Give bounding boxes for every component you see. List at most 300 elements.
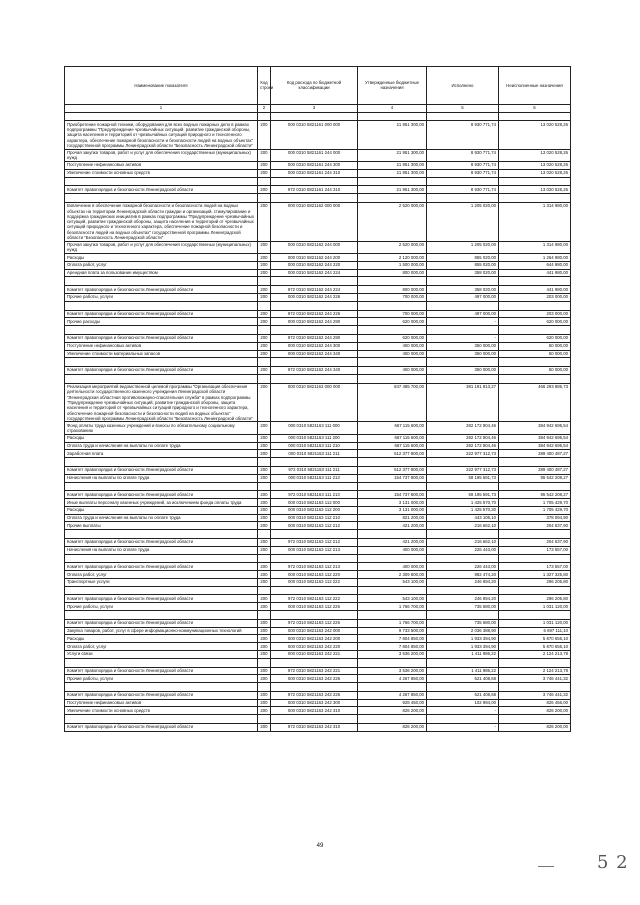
cell-bk: 000 0310 5821162 244 200 (271, 254, 358, 262)
spacer-cell (271, 177, 358, 186)
spacer-cell (499, 194, 571, 203)
spacer-cell (358, 112, 427, 121)
cell-executed: 226 443,00 (427, 563, 499, 571)
cell-approved: 400 000,00 (358, 342, 427, 350)
spacer-cell (427, 277, 499, 286)
cell-unexecuted: 50 000,00 (499, 350, 571, 358)
spacer-cell (258, 277, 271, 286)
spacer-cell (427, 458, 499, 467)
cell-approved: 400 000,00 (358, 546, 427, 554)
cell-unexecuted: 296 205,80 (499, 578, 571, 586)
cell-bk: 000 0310 5821163 242 220 (271, 643, 358, 651)
cell-approved: 620 000,00 (358, 334, 427, 342)
table-row (65, 383, 571, 422)
cell-name: Закупка товаров, работ, услуг в сфере информационно-коммуникационных технологий (65, 627, 258, 635)
cell-unexecuted: 3 746 441,32 (499, 675, 571, 683)
header-cell: Код строки (258, 67, 271, 105)
cell-bk: 972 0310 5821162 244 290 (271, 334, 358, 342)
cell-approved: 847 485 700,00 (358, 383, 427, 422)
cell-approved: 667 115 600,00 (358, 422, 427, 434)
spacer-cell (258, 301, 271, 310)
cell-name: Прочая закупка товаров, работ и услуг для обеспечения государственных (муниципальных) нужд (65, 241, 258, 253)
cell-unexecuted: 1 264 980,00 (499, 254, 571, 262)
cell-name: Комитет правопорядка и безопасности Ленинградской области (65, 723, 258, 731)
cell-unexecuted: 173 557,00 (499, 546, 571, 554)
cell-approved: 7 804 850,00 (358, 635, 427, 643)
cell-bk: 000 0310 5821163 112 212 (271, 522, 358, 530)
cell-code: 200 (258, 563, 271, 571)
cell-name: Иные выплаты персоналу казенных учреждений, за исключением фонда оплаты труда (65, 499, 258, 507)
table-row (65, 571, 571, 579)
table-row (65, 546, 571, 554)
cell-name: Оплата работ, услуг (65, 643, 258, 651)
table-body (65, 112, 571, 731)
table-row (65, 707, 571, 715)
cell-executed: 855 020,00 (427, 254, 499, 262)
spacer-cell (65, 611, 258, 620)
spacer-cell (358, 326, 427, 335)
cell-executed: 358 020,00 (427, 286, 499, 294)
cell-executed: 350 000,00 (427, 350, 499, 358)
spacer-cell (271, 530, 358, 539)
cell-bk: 000 0310 5821163 112 000 (271, 499, 358, 507)
cell-bk: 972 0310 5821163 242 221 (271, 667, 358, 675)
spacer-cell (499, 530, 571, 539)
table-row (65, 578, 571, 586)
cell-name: Начисления на выплаты по оплате труда (65, 546, 258, 554)
cell-unexecuted: 50 000,00 (499, 367, 571, 375)
cell-bk: 000 0310 5821163 112 213 (271, 546, 358, 554)
cell-executed: 1 425 570,30 (427, 506, 499, 514)
spacer-cell (358, 658, 427, 667)
cell-approved: 512 377 800,00 (358, 466, 427, 474)
cell-code: 200 (258, 350, 271, 358)
cell-code: 200 (258, 578, 271, 586)
cell-code: 200 (258, 254, 271, 262)
spacer-cell (258, 586, 271, 595)
cell-name: Оплата труда и начисления на выплаты по оплате труда (65, 514, 258, 522)
cell-bk: 000 0310 5821161 244 000 (271, 149, 358, 161)
table-row (65, 474, 571, 482)
spacer-cell (499, 358, 571, 367)
cell-unexecuted: 1 314 980,00 (499, 241, 571, 253)
cell-code: 200 (258, 603, 271, 611)
cell-approved: 400 000,00 (358, 350, 427, 358)
table-row (65, 650, 571, 658)
cell-bk: 972 0310 5821163 242 226 (271, 691, 358, 699)
spacer-cell (499, 658, 571, 667)
spacer-cell (427, 683, 499, 692)
cell-code: 200 (258, 691, 271, 699)
spacer-cell (358, 611, 427, 620)
cell-bk: 000 0310 5821163 000 000 (271, 383, 358, 422)
cell-name: Поступление нефинансовых активов (65, 342, 258, 350)
cell-bk: 000 0310 5821162 000 000 (271, 202, 358, 241)
table-row (65, 286, 571, 294)
cell-name: Прочие выплаты (65, 522, 258, 530)
cell-approved: 826 200,00 (358, 723, 427, 731)
table-row (65, 627, 571, 635)
cell-name: Расходы (65, 254, 258, 262)
table-row (65, 595, 571, 603)
spacer-cell (499, 326, 571, 335)
cell-bk: 000 0310 5821163 111 213 (271, 474, 358, 482)
cell-executed: 102 994,00 (427, 699, 499, 707)
spacer-cell (427, 177, 499, 186)
cell-unexecuted: 204 537,90 (499, 522, 571, 530)
cell-approved: 1 766 700,00 (358, 619, 427, 627)
cell-unexecuted: 826 200,00 (499, 707, 571, 715)
spacer-cell (65, 482, 258, 491)
cell-executed: - (427, 334, 499, 342)
spacer-cell (271, 358, 358, 367)
cell-name: Комитет правопорядка и безопасности Ленинградской области (65, 619, 258, 627)
cell-code: 200 (258, 202, 271, 241)
spacer-cell (65, 326, 258, 335)
spacer-cell (499, 177, 571, 186)
spacer-cell (358, 301, 427, 310)
table-row (65, 514, 571, 522)
cell-code: 200 (258, 286, 271, 294)
table-row (65, 539, 571, 547)
cell-executed: 443 105,10 (427, 514, 499, 522)
cell-code: 200 (258, 161, 271, 169)
spacer-cell (271, 554, 358, 563)
table-row (65, 499, 571, 507)
spacer-cell (271, 715, 358, 724)
cell-executed: 222 977 312,73 (427, 450, 499, 458)
cell-executed: 8 930 771,74 (427, 169, 499, 177)
table-row (65, 422, 571, 434)
cell-bk: 000 0310 5821163 112 220 (271, 571, 358, 579)
spacer-cell (499, 683, 571, 692)
cell-executed: 381 191 813,27 (427, 383, 499, 422)
column-number: 2 (258, 104, 271, 112)
cell-bk: 000 0310 5821163 111 000 (271, 422, 358, 434)
spacer-cell (271, 194, 358, 203)
spacer-cell (358, 530, 427, 539)
spacer-cell (271, 482, 358, 491)
cell-approved: 512 377 800,00 (358, 450, 427, 458)
cell-name: Комитет правопорядка и безопасности Ленинградской области (65, 563, 258, 571)
spacer-cell (427, 374, 499, 383)
spacer-cell (271, 301, 358, 310)
cell-code: 200 (258, 699, 271, 707)
cell-executed: 8 930 771,74 (427, 186, 499, 194)
column-number-row (65, 104, 571, 112)
cell-code: 200 (258, 491, 271, 499)
table-row (65, 723, 571, 731)
header-cell: Код расхода по бюджетной классификации (271, 67, 358, 105)
spacer-cell (427, 715, 499, 724)
cell-executed: 2 036 388,90 (427, 627, 499, 635)
cell-executed: 59 195 591,73 (427, 491, 499, 499)
spacer-cell (499, 458, 571, 467)
spacer-cell (65, 458, 258, 467)
cell-approved: 400 000,00 (358, 563, 427, 571)
cell-unexecuted: 5 870 655,10 (499, 635, 571, 643)
cell-unexecuted: 204 537,90 (499, 539, 571, 547)
cell-approved: 700 000,00 (358, 310, 427, 318)
spacer-cell (358, 586, 427, 595)
cell-executed: 358 020,00 (427, 269, 499, 277)
spacer-row (65, 458, 571, 467)
cell-bk: 972 0310 5821162 244 224 (271, 286, 358, 294)
cell-code: 200 (258, 310, 271, 318)
cell-name: Увеличение стоимости материальных запасов (65, 350, 258, 358)
header-cell: Утвержденные бюджетные назначения (358, 67, 427, 105)
table-row (65, 643, 571, 651)
spacer-cell (258, 358, 271, 367)
cell-bk: 972 0310 5821163 112 213 (271, 563, 358, 571)
cell-name: Комитет правопорядка и безопасности Ленинградской области (65, 539, 258, 547)
cell-unexecuted: 441 980,00 (499, 286, 571, 294)
cell-executed: 216 662,10 (427, 522, 499, 530)
cell-approved: 800 000,00 (358, 269, 427, 277)
cell-approved: 2 120 000,00 (358, 254, 427, 262)
spacer-cell (499, 482, 571, 491)
cell-approved: 421 200,00 (358, 539, 427, 547)
cell-executed: 1 411 986,22 (427, 667, 499, 675)
table-row (65, 603, 571, 611)
cell-approved: 800 000,00 (358, 286, 427, 294)
spacer-cell (65, 194, 258, 203)
cell-approved: 21 951 300,00 (358, 121, 427, 149)
cell-executed: 1 933 394,90 (427, 635, 499, 643)
table-row (65, 675, 571, 683)
cell-executed: 982 474,20 (427, 571, 499, 579)
cell-name: Оплата работ, услуг (65, 261, 258, 269)
table-row (65, 169, 571, 177)
cell-unexecuted: 13 020 528,26 (499, 186, 571, 194)
cell-executed: 497 000,00 (427, 294, 499, 302)
spacer-cell (427, 554, 499, 563)
cell-name: Расходы (65, 635, 258, 643)
cell-executed: 246 894,20 (427, 578, 499, 586)
spacer-cell (427, 358, 499, 367)
cell-name: Поступление нефинансовых активов (65, 161, 258, 169)
spacer-row (65, 194, 571, 203)
cell-bk: 000 0310 5821163 112 222 (271, 578, 358, 586)
spacer-row (65, 658, 571, 667)
cell-executed: 735 580,00 (427, 603, 499, 611)
cell-code: 200 (258, 450, 271, 458)
cell-executed: 282 172 904,46 (427, 442, 499, 450)
cell-name: Расходы (65, 434, 258, 442)
table-row (65, 149, 571, 161)
spacer-row (65, 326, 571, 335)
cell-unexecuted: 384 942 695,54 (499, 442, 571, 450)
archive-stamp: 5 2 (597, 852, 629, 873)
cell-name: Оплата работ, услуг (65, 571, 258, 579)
cell-name: Комитет правопорядка и безопасности Ленинградской области (65, 367, 258, 375)
table-row (65, 342, 571, 350)
cell-code: 200 (258, 650, 271, 658)
cell-approved: 4 267 850,00 (358, 691, 427, 699)
table-row (65, 466, 571, 474)
scan-mark (538, 866, 554, 867)
spacer-cell (499, 611, 571, 620)
cell-unexecuted: 384 942 695,54 (499, 422, 571, 434)
spacer-cell (271, 374, 358, 383)
cell-approved: 826 200,00 (358, 707, 427, 715)
cell-unexecuted: 644 980,00 (499, 261, 571, 269)
header-cell: Исполнено (427, 67, 499, 105)
cell-executed: 521 408,68 (427, 691, 499, 699)
spacer-cell (271, 277, 358, 286)
table-row (65, 241, 571, 253)
cell-name: Комитет правопорядка и безопасности Ленинградской области (65, 595, 258, 603)
cell-unexecuted: 13 020 528,26 (499, 149, 571, 161)
spacer-cell (271, 658, 358, 667)
spacer-cell (358, 177, 427, 186)
spacer-cell (358, 277, 427, 286)
cell-approved: 3 131 000,00 (358, 506, 427, 514)
spacer-row (65, 683, 571, 692)
cell-unexecuted: 441 980,00 (499, 269, 571, 277)
spacer-row (65, 277, 571, 286)
cell-code: 200 (258, 367, 271, 375)
cell-name: Комитет правопорядка и безопасности Ленинградской области (65, 334, 258, 342)
spacer-cell (65, 658, 258, 667)
cell-name: Услуги связи (65, 650, 258, 658)
cell-bk: 000 0310 5821162 244 300 (271, 342, 358, 350)
table-row (65, 522, 571, 530)
cell-executed: 282 172 904,46 (427, 434, 499, 442)
cell-code: 200 (258, 342, 271, 350)
report-sheet (64, 66, 570, 732)
cell-name: Приобретение пожарной техники, оборудования для всех водных пожарных депо в рамках подпрограммы "Предупреждение чрезвычайных ситуаций, развитие гражданской обороны, защита населения и территорий от чрезвычайных ситуаций природного и техногенного характера, обеспечение пожарной безопасности и безопасности людей на водных объектах" государственной программы Ленинградской области "Безопасность Ленинградской области" (65, 121, 258, 149)
cell-name: Заработная плата (65, 450, 258, 458)
budget-execution-table (64, 66, 571, 732)
cell-code: 200 (258, 422, 271, 434)
cell-bk: 000 0310 5821163 112 200 (271, 506, 358, 514)
cell-name: Увеличение стоимости основных средств (65, 169, 258, 177)
cell-approved: 700 000,00 (358, 294, 427, 302)
cell-name: Комитет правопорядка и безопасности Ленинградской области (65, 310, 258, 318)
spacer-cell (358, 482, 427, 491)
spacer-cell (358, 194, 427, 203)
cell-executed: 8 930 771,74 (427, 149, 499, 161)
header-cell: Неисполненные назначения (499, 67, 571, 105)
cell-bk: 000 0310 5821161 000 000 (271, 121, 358, 149)
spacer-cell (427, 530, 499, 539)
spacer-cell (358, 358, 427, 367)
table-row (65, 261, 571, 269)
cell-bk: 000 0310 5821162 244 226 (271, 294, 358, 302)
cell-code: 200 (258, 546, 271, 554)
cell-approved: 21 951 300,00 (358, 161, 427, 169)
cell-unexecuted: 203 000,00 (499, 294, 571, 302)
cell-executed: 521 408,68 (427, 675, 499, 683)
cell-executed: 1 933 394,90 (427, 643, 499, 651)
spacer-row (65, 112, 571, 121)
cell-approved: 421 200,00 (358, 522, 427, 530)
cell-unexecuted: 173 557,00 (499, 563, 571, 571)
spacer-cell (271, 326, 358, 335)
cell-approved: 1 500 000,00 (358, 261, 427, 269)
header-cell: Наименование показателя (65, 67, 258, 105)
spacer-cell (358, 554, 427, 563)
cell-approved: 1 766 700,00 (358, 603, 427, 611)
cell-bk: 000 0310 5821162 244 220 (271, 261, 358, 269)
cell-code: 200 (258, 506, 271, 514)
cell-code: 200 (258, 707, 271, 715)
cell-approved: 928 450,00 (358, 699, 427, 707)
cell-code: 200 (258, 442, 271, 450)
cell-unexecuted: 826 200,00 (499, 723, 571, 731)
table-row (65, 619, 571, 627)
cell-unexecuted: 13 020 528,26 (499, 169, 571, 177)
cell-unexecuted: 2 124 213,78 (499, 650, 571, 658)
cell-unexecuted: 466 293 886,73 (499, 383, 571, 422)
cell-bk: 000 0310 5821163 242 226 (271, 675, 358, 683)
spacer-cell (65, 374, 258, 383)
cell-code: 200 (258, 522, 271, 530)
spacer-cell (258, 530, 271, 539)
cell-approved: 667 115 600,00 (358, 434, 427, 442)
cell-code: 200 (258, 619, 271, 627)
spacer-row (65, 715, 571, 724)
spacer-cell (65, 358, 258, 367)
cell-name: Комитет правопорядка и безопасности Ленинградской области (65, 186, 258, 194)
cell-unexecuted: 203 000,00 (499, 310, 571, 318)
spacer-cell (65, 112, 258, 121)
cell-bk: 972 0310 5821163 111 213 (271, 491, 358, 499)
cell-name: Комитет правопорядка и безопасности Ленинградской области (65, 466, 258, 474)
spacer-row (65, 374, 571, 383)
spacer-cell (427, 482, 499, 491)
cell-name: Поступление нефинансовых активов (65, 699, 258, 707)
cell-executed: 282 172 904,46 (427, 422, 499, 434)
cell-bk: 000 0310 5821163 242 310 (271, 707, 358, 715)
cell-code: 200 (258, 121, 271, 149)
cell-approved: 2 520 000,00 (358, 241, 427, 253)
spacer-cell (499, 112, 571, 121)
spacer-cell (499, 301, 571, 310)
spacer-cell (427, 326, 499, 335)
table-row (65, 506, 571, 514)
cell-executed: - (427, 707, 499, 715)
cell-bk: 000 0310 5821163 242 300 (271, 699, 358, 707)
page-number: 49 (316, 843, 324, 849)
cell-bk: 972 0310 5821163 112 222 (271, 595, 358, 603)
table-row (65, 442, 571, 450)
cell-code: 200 (258, 667, 271, 675)
cell-unexecuted: 289 400 487,27 (499, 466, 571, 474)
spacer-row (65, 482, 571, 491)
cell-approved: 543 100,00 (358, 595, 427, 603)
table-row (65, 691, 571, 699)
cell-executed: 8 930 771,74 (427, 161, 499, 169)
spacer-cell (258, 715, 271, 724)
cell-code: 200 (258, 499, 271, 507)
table-row (65, 318, 571, 326)
spacer-cell (65, 683, 258, 692)
column-number: 1 (65, 104, 258, 112)
cell-executed: 1 411 986,22 (427, 650, 499, 658)
cell-name: Начисления на выплаты по оплате труда (65, 474, 258, 482)
spacer-cell (358, 715, 427, 724)
cell-unexecuted: 1 705 429,70 (499, 499, 571, 507)
cell-unexecuted: 1 314 980,00 (499, 202, 571, 241)
cell-executed: - (427, 318, 499, 326)
cell-unexecuted: 3 746 441,32 (499, 691, 571, 699)
cell-approved: 7 804 850,00 (358, 643, 427, 651)
cell-code: 200 (258, 334, 271, 342)
cell-executed: 222 977 312,73 (427, 466, 499, 474)
cell-code: 200 (258, 595, 271, 603)
